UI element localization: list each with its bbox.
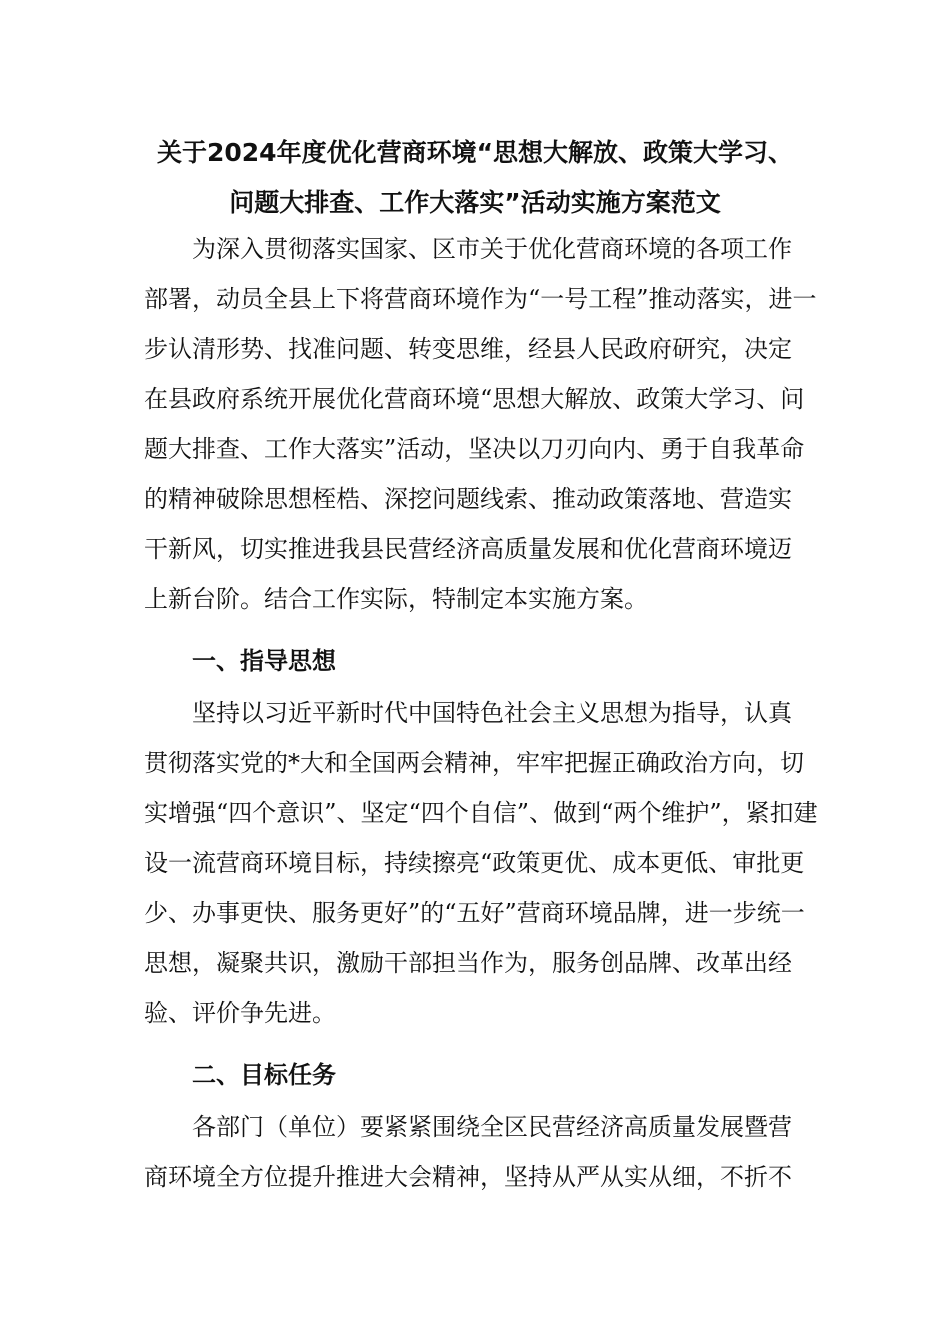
section2-line: 各部门（单位）要紧紧围绕全区民营经济高质量发展暨营	[192, 1113, 792, 1141]
section2-paragraph	[144, 1102, 808, 1202]
title-line-2: 问题大排查、工作大落实”活动实施方案范文	[229, 188, 721, 217]
section2-line: 商环境全方位提升推进大会精神，坚持从严从实从细，不折不	[144, 1163, 792, 1191]
intro-line: 部署，动员全县上下将营商环境作为“一号工程”推动落实，进一	[144, 285, 817, 313]
section1-line: 坚持以习近平新时代中国特色社会主义思想为指导，认真	[192, 699, 792, 727]
intro-line: 步认清形势、找准问题、转变思维，经县人民政府研究，决定	[144, 335, 792, 363]
intro-line: 上新台阶。结合工作实际，特制定本实施方案。	[144, 585, 648, 613]
section1-line: 少、办事更快、服务更好”的“五好”营商环境品牌，进一步统一	[144, 899, 805, 927]
title-line-1: 关于2024年度优化营商环境“思想大解放、政策大学习、	[156, 138, 793, 167]
intro-line: 在县政府系统开展优化营商环境“思想大解放、政策大学习、问	[144, 385, 805, 413]
section1-line: 设一流营商环境目标，持续擦亮“政策更优、成本更低、审批更	[144, 849, 805, 877]
section1-line: 思想，凝聚共识，激励干部担当作为，服务创品牌、改革出经	[144, 949, 792, 977]
intro-line: 的精神破除思想桎梏、深挖问题线索、推动政策落地、营造实	[144, 485, 792, 513]
section-heading-guiding-thought: 一、指导思想	[192, 647, 336, 675]
section1-line: 验、评价争先进。	[144, 999, 336, 1027]
section1-paragraph	[144, 688, 818, 1038]
intro-line: 为深入贯彻落实国家、区市关于优化营商环境的各项工作	[192, 235, 792, 263]
intro-paragraph	[144, 224, 817, 624]
section1-line: 实增强“四个意识”、坚定“四个自信”、做到“两个维护”，紧扣建	[144, 799, 818, 827]
intro-line: 题大排查、工作大落实”活动，坚决以刀刃向内、勇于自我革命	[144, 435, 805, 463]
intro-line: 干新风，切实推进我县民营经济高质量发展和优化营商环境迈	[144, 535, 792, 563]
section-heading-goals: 二、目标任务	[192, 1061, 336, 1089]
document-title	[120, 128, 830, 228]
section1-line: 贯彻落实党的*大和全国两会精神，牢牢把握正确政治方向，切	[144, 749, 804, 777]
